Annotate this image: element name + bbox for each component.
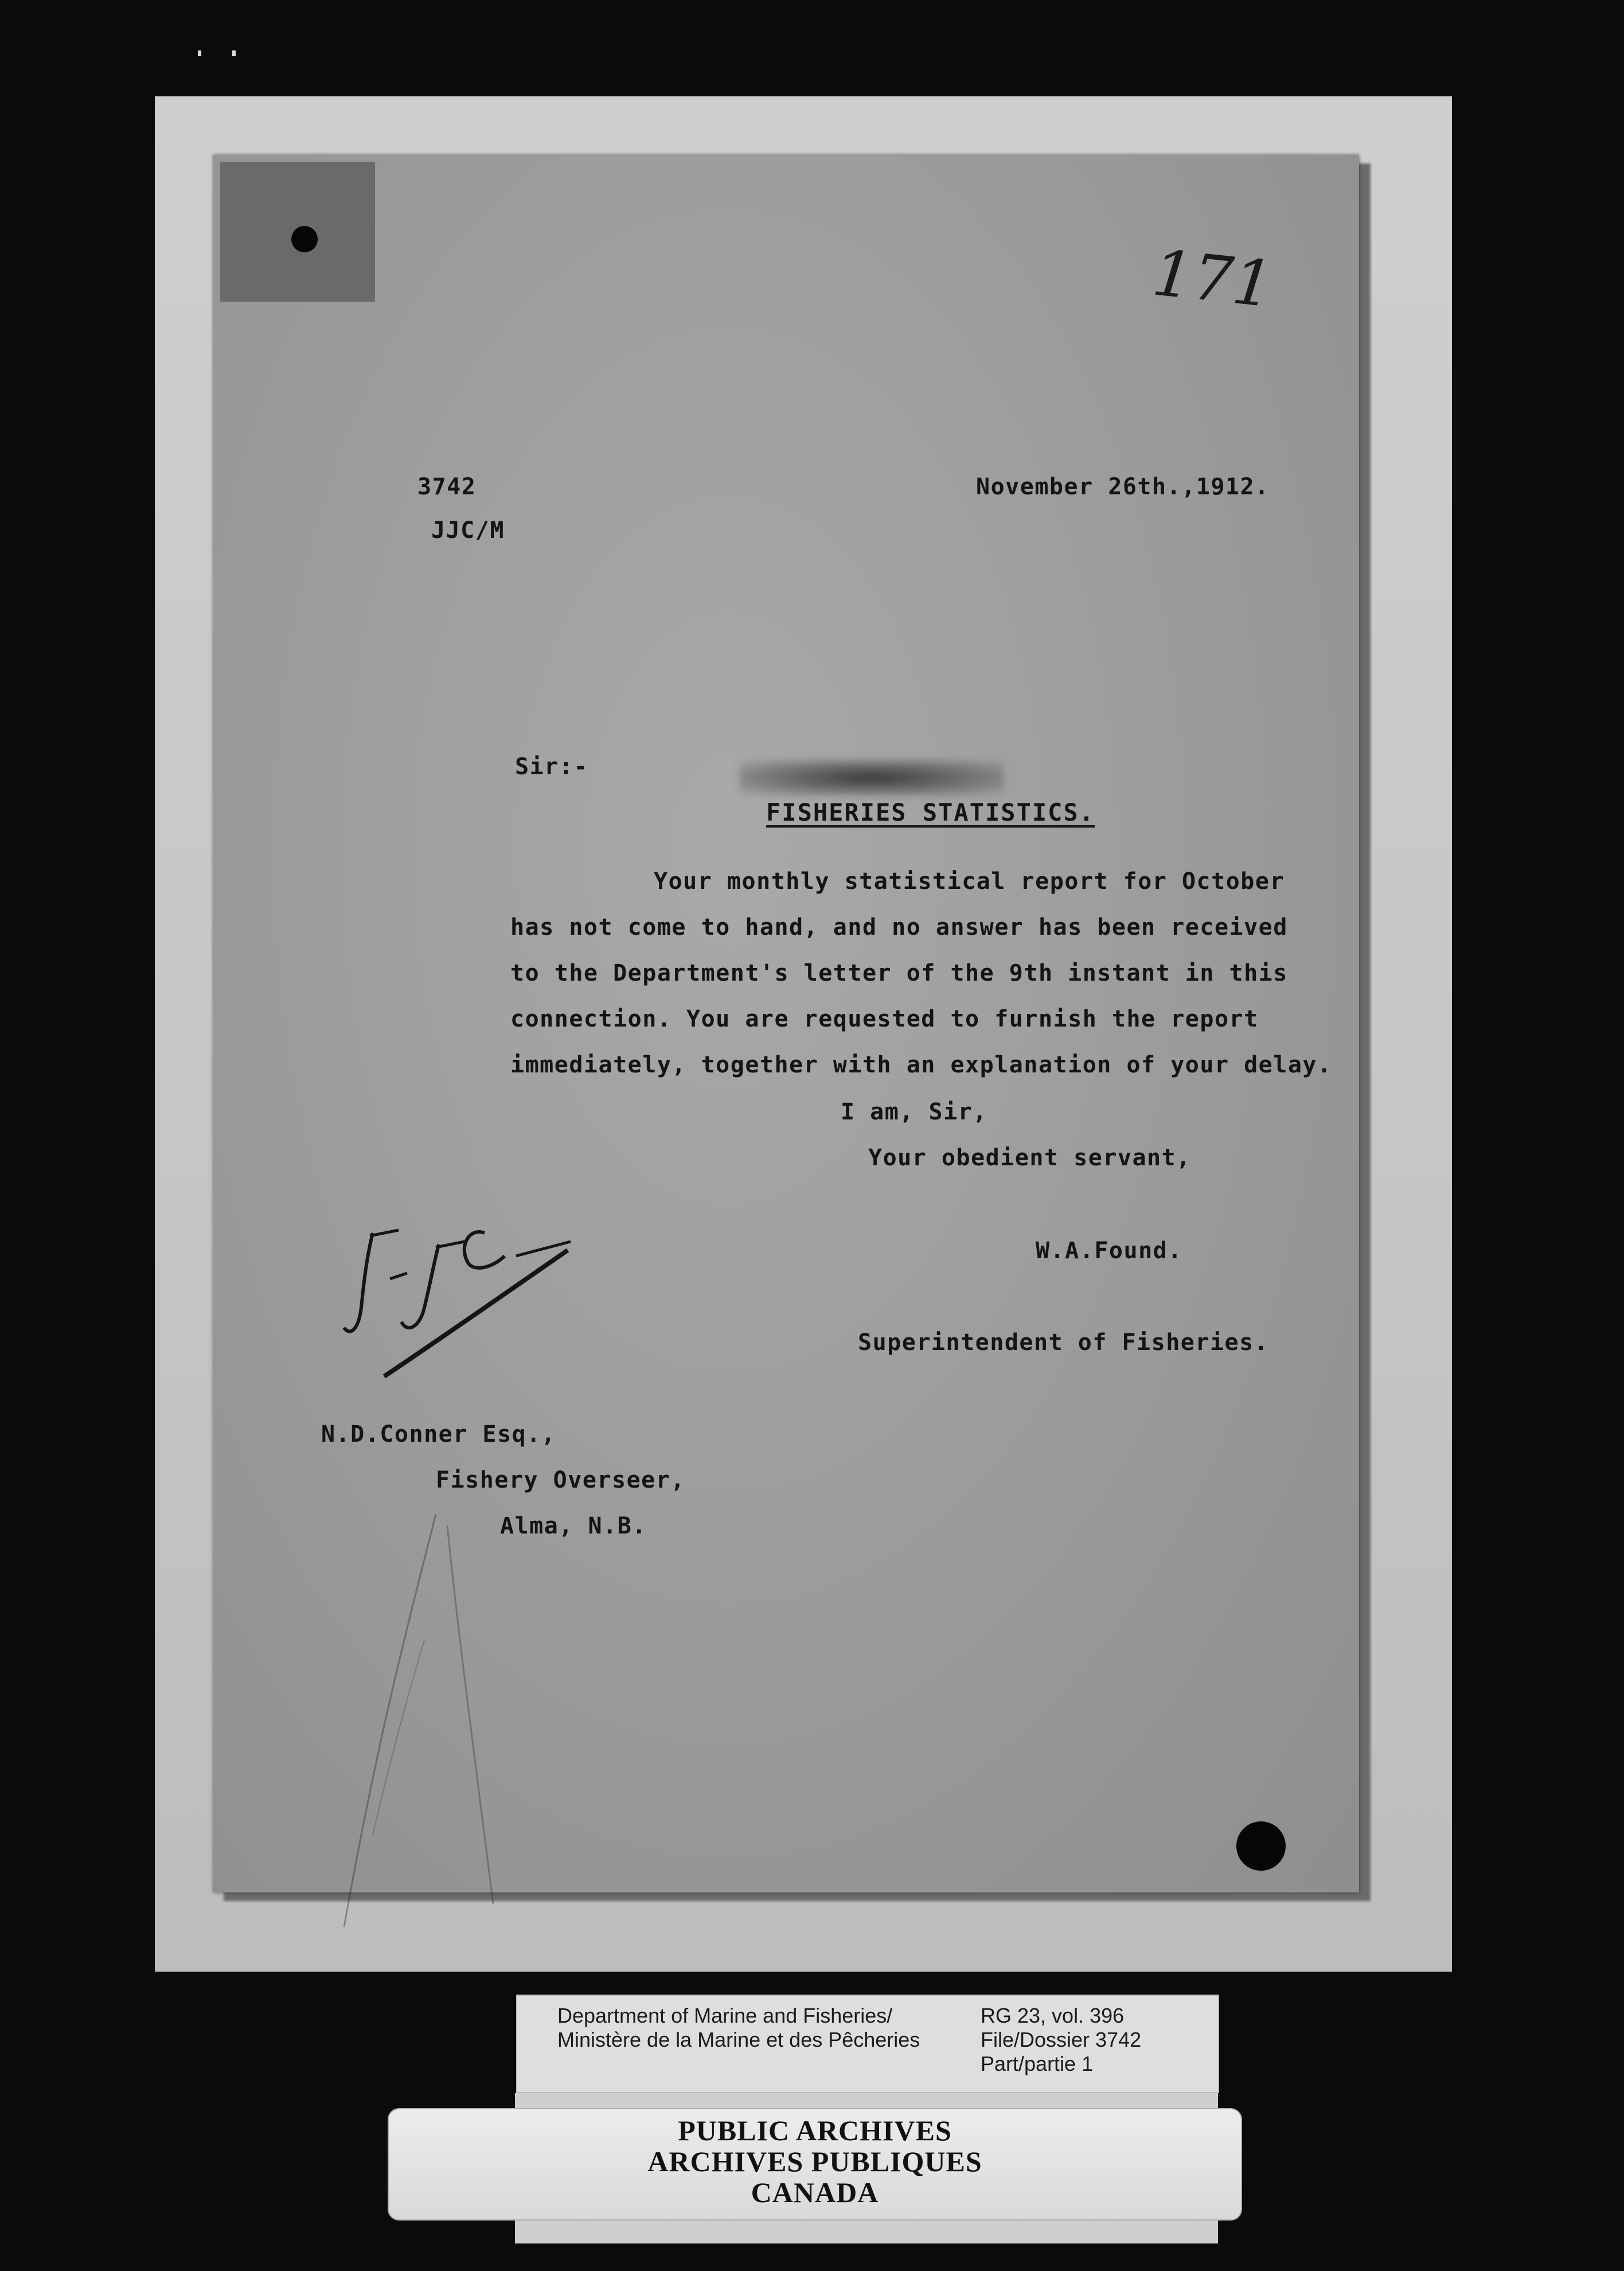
signer-name: W.A.Found.: [1036, 1238, 1182, 1264]
stamp-line-3: CANADA: [751, 2176, 879, 2208]
ink-smudge: [740, 760, 1004, 795]
salutation: Sir:-: [515, 754, 588, 780]
archive-label: [516, 1995, 1219, 2093]
handwritten-initials: [321, 1193, 596, 1399]
subject-heading: FISHERIES STATISTICS.: [766, 798, 1095, 826]
typist-initials: JJC/M: [431, 517, 505, 544]
file-reference: 3742: [417, 474, 477, 500]
film-speck: [198, 50, 201, 56]
recipient-title: Fishery Overseer,: [436, 1467, 685, 1493]
body-line: to the Department's letter of the 9th instant in this: [510, 960, 1288, 986]
letter-date: November 26th.,1912.: [976, 474, 1270, 500]
stamp-line-1: PUBLIC ARCHIVES: [678, 2114, 952, 2147]
stamp-line-2: ARCHIVES PUBLIQUES: [647, 2145, 982, 2178]
punch-hole: [291, 226, 318, 252]
archives-stamp: [388, 2108, 1242, 2221]
body-line: connection. You are requested to furnish the report: [510, 1006, 1259, 1032]
page-number: 171: [1149, 236, 1277, 322]
body-line: Your monthly statistical report for October: [654, 868, 1285, 895]
department-english: Department of Marine and Fisheries/: [557, 2004, 893, 2027]
closing-line: I am, Sir,: [841, 1099, 987, 1125]
pencil-marks: [321, 1491, 551, 1950]
department-french: Ministère de la Marine et des Pêcheries: [557, 2028, 920, 2051]
punch-hole: [1236, 1821, 1286, 1871]
recipient-location: Alma, N.B.: [500, 1513, 647, 1539]
recipient-name: N.D.Conner Esq.,: [321, 1421, 556, 1447]
closing-line: Your obedient servant,: [868, 1145, 1191, 1171]
part-partie: Part/partie 1: [981, 2052, 1094, 2075]
file-dossier: File/Dossier 3742: [981, 2028, 1142, 2051]
signer-title: Superintendent of Fisheries.: [858, 1329, 1269, 1356]
record-group: RG 23, vol. 396: [981, 2004, 1125, 2027]
film-speck: [232, 50, 236, 56]
body-line: has not come to hand, and no answer has been received: [510, 914, 1288, 941]
body-line: immediately, together with an explanation of your delay.: [510, 1052, 1332, 1078]
